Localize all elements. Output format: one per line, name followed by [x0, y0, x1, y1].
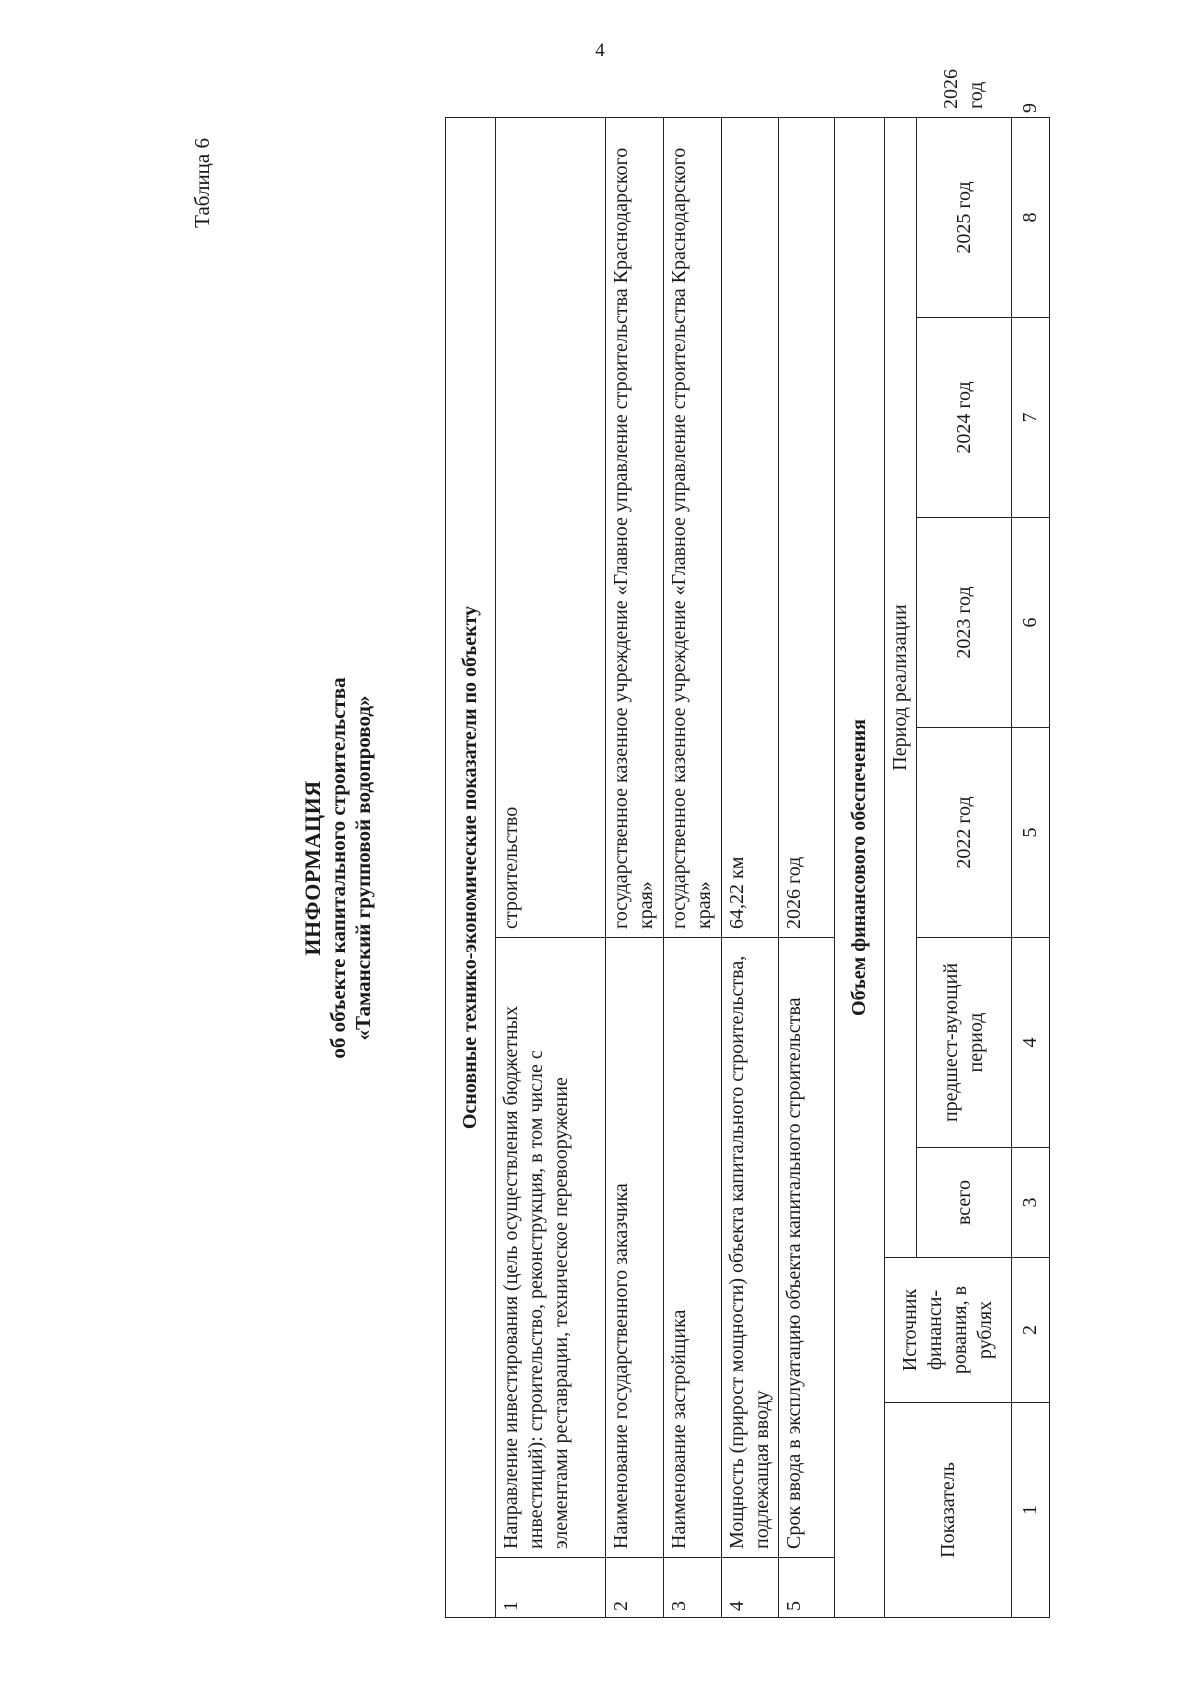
column-number: 8: [1012, 117, 1050, 317]
column-number: 4: [1012, 938, 1050, 1148]
row-number: 5: [779, 1558, 835, 1618]
indicator-value: строительство: [496, 117, 606, 937]
header-indicator: Показатель: [885, 1403, 1012, 1618]
column-number: 3: [1012, 1148, 1050, 1258]
column-number: 6: [1012, 518, 1050, 728]
indicator-label: Наименование застройщика: [664, 938, 722, 1558]
finance-subheader-row: всего предшест-вующий период 2022 год 2023 год 2024 год 2025 год 2026 год: [917, 117, 1012, 1617]
header-2025: 2025 год: [917, 117, 1012, 317]
section-indicators-title: [446, 117, 496, 1617]
document-title: [300, 108, 376, 1628]
column-number: 2: [1012, 1258, 1050, 1403]
section1-title: Основные технико-экономические показатели по объекту: [446, 117, 496, 1617]
indicator-row: [606, 117, 664, 1617]
finance-header-row: [885, 117, 917, 1617]
row-number: 4: [722, 1558, 779, 1618]
row-number: 3: [664, 1558, 722, 1618]
page-number: 4: [595, 40, 605, 61]
info-table: [445, 68, 1050, 1618]
landscape-content: [180, 68, 1041, 1628]
object-name: «Таманский групповой водопровод»: [351, 695, 375, 1041]
indicator-value: государственное казенное учреждение «Главное управление строительства Краснодарского края»: [664, 117, 722, 937]
indicator-value: государственное казенное учреждение «Главное управление строительства Краснодарского края»: [606, 117, 664, 937]
header-prior-period: предшест-вующий период: [917, 938, 1012, 1148]
row-number: 2: [606, 1558, 664, 1618]
column-number: 1: [1012, 1403, 1050, 1618]
title-sub: об объекте капитального строительства: [326, 677, 350, 1059]
indicator-label: Мощность (прирост мощности) объекта капитального строительства, подлежащая вводу: [722, 938, 779, 1558]
header-2023: 2023 год: [917, 518, 1012, 728]
indicator-label: Направление инвестирования (цель осуществления бюджетных инвестиций): строительство, реконструкция, в том числе с элементами реставрации, техническое перевооружение: [496, 938, 606, 1558]
header-period: Период реализации: [885, 117, 917, 1257]
column-numbers-row: 1 2 3 4 5 6 7 8 9: [1012, 117, 1050, 1617]
indicator-row: [664, 117, 722, 1617]
header-2024: 2024 год: [917, 318, 1012, 518]
indicator-row: [496, 117, 606, 1617]
indicator-value: 2026 год: [779, 117, 835, 937]
indicator-row: [722, 117, 779, 1617]
header-2022: 2022 год: [917, 728, 1012, 938]
section-finance-title: [835, 117, 885, 1617]
indicator-label: Наименование государственного заказчика: [606, 938, 664, 1558]
header-source: Источник финанси-рования, в рублях: [885, 1258, 1012, 1403]
column-number: 7: [1012, 318, 1050, 518]
column-number: 5: [1012, 728, 1050, 938]
indicator-row: [779, 117, 835, 1617]
indicator-value: 64,22 км: [722, 117, 779, 937]
title-main: ИНФОРМАЦИЯ: [300, 780, 325, 956]
indicator-label: Срок ввода в эксплуатацию объекта капитального строительства: [779, 938, 835, 1558]
section2-title: Объем финансового обеспечения: [835, 117, 885, 1617]
row-number: 1: [496, 1558, 606, 1618]
table-label: Таблица 6: [190, 138, 214, 228]
header-total: всего: [917, 1148, 1012, 1258]
